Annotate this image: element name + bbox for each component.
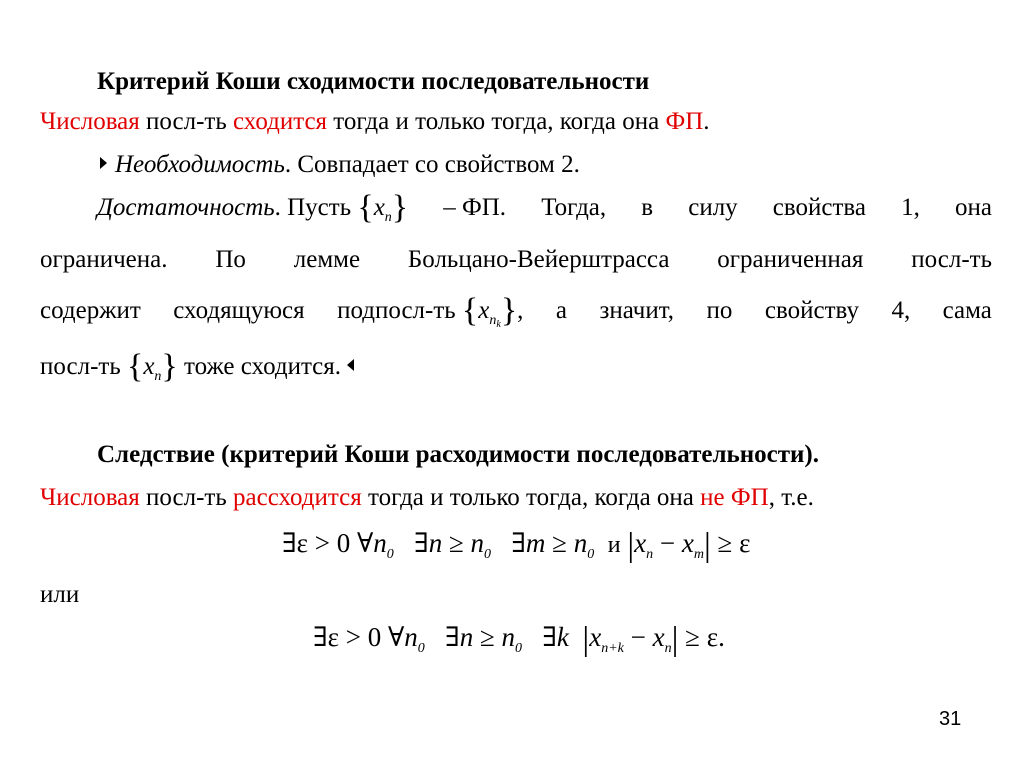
- theorem-statement: [40, 107, 710, 137]
- sufficiency-word: по: [706, 297, 733, 324]
- corollary-statement: [40, 483, 814, 513]
- corollary-red-3: рассходится: [233, 484, 362, 511]
- page-title: Критерий Коши сходимости последовательности: [97, 68, 650, 95]
- sufficiency-word: 1,: [901, 194, 920, 221]
- sufficiency-word: По: [215, 246, 246, 273]
- sufficiency-word: свойству: [764, 297, 859, 324]
- sufficiency-word: в: [641, 194, 654, 221]
- corollary-text-4: тогда и только тогда, когда она: [361, 484, 701, 511]
- corollary-title: Следствие (критерий Коши расходимости последовательности).: [97, 441, 819, 468]
- corollary-text-2: посл-ть: [139, 484, 234, 511]
- corollary-red-5: не ФП: [700, 484, 769, 511]
- sufficiency-word: она: [955, 194, 992, 221]
- sufficiency-line-2: [40, 245, 992, 275]
- sufficiency-line-4: [40, 348, 354, 392]
- formula-2: ∃ε > 0 $\forall n_0$ ∃n ≥ $n_0$ ∃k $|x_{n+k} - x_n| \ge \varepsilon$.: [313, 621, 725, 658]
- page-number: 31: [939, 708, 962, 730]
- necessity-line: [100, 150, 580, 180]
- sufficiency-word: сходящуюся: [173, 297, 305, 324]
- necessity-label: Необходимость: [115, 151, 285, 178]
- statement-red-3: сходится: [233, 108, 328, 135]
- subseq-xnk: $\{x_{n_k}\}$: [461, 292, 518, 330]
- sufficiency-word: сама: [942, 297, 992, 324]
- necessity-text: . Совпадает со свойством 2.: [284, 151, 580, 178]
- sufficiency-word: – ФП.: [443, 194, 507, 221]
- sufficiency-word: значит,: [599, 297, 675, 324]
- sufficiency-word: ограниченная: [717, 246, 864, 273]
- proof-end-icon: [347, 359, 354, 371]
- sufficiency-word: Тогда,: [541, 194, 607, 221]
- sufficiency-word: посл-ть: [40, 353, 121, 380]
- statement-text-6: .: [703, 108, 710, 135]
- statement-text-4: тогда и только тогда, когда она: [327, 108, 666, 135]
- proof-start-icon: [100, 157, 107, 169]
- sufficiency-word: ограничена.: [40, 246, 168, 273]
- sufficiency-word: лемме: [293, 246, 361, 273]
- sufficiency-word: свойства: [772, 194, 866, 221]
- or-word: или: [40, 581, 80, 608]
- seq-xn-2: $\{x_n\}$: [126, 348, 178, 385]
- sufficiency-word: 4,: [891, 297, 911, 324]
- corollary-text-6: , т.е.: [768, 484, 814, 511]
- sufficiency-line-1: [97, 189, 992, 233]
- sufficiency-word: посл-ть: [911, 246, 992, 273]
- formula-1: ∃ε > 0 $\forall n_0$ ∃n ≥ $n_0$ ∃m ≥ $n_0$ и $|x_n - x_m| \ge \varepsilon$: [282, 527, 751, 564]
- sufficiency-word: . Пусть: [274, 194, 352, 221]
- sufficiency-word: силу: [688, 194, 738, 221]
- seq-xn-1: $\{x_n\}$: [357, 189, 409, 226]
- statement-text-2: посл-ть: [139, 108, 234, 135]
- corollary-red-1: Числовая: [40, 484, 140, 511]
- statement-red-1: Числовая: [40, 108, 140, 135]
- sufficiency-word: подпосл-ть: [337, 297, 456, 324]
- sufficiency-line-3: содержит сходящуюся подпосл-ть $\{x_{n_k}\}$, а значит, по свойству 4, сама: [40, 296, 992, 340]
- sufficiency-word: тоже сходится.: [177, 353, 342, 380]
- sufficiency-word: содержит: [40, 297, 141, 324]
- sufficiency-label: Достаточность: [97, 194, 275, 221]
- statement-red-5: ФП: [665, 108, 704, 135]
- sufficiency-word: Больцано-Вейерштрасса: [407, 246, 670, 273]
- sufficiency-word: а: [555, 297, 567, 324]
